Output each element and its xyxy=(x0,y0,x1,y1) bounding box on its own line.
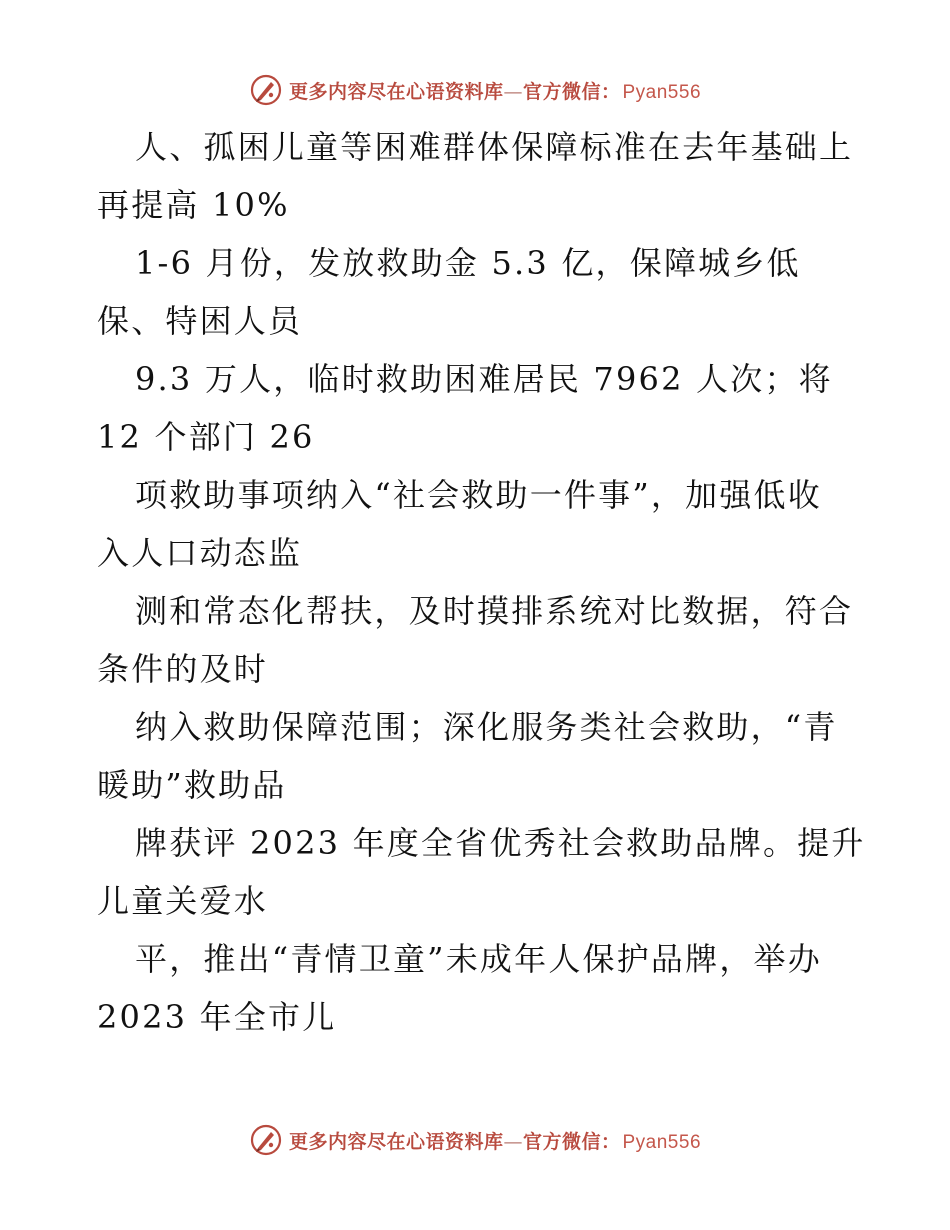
watermark-wechat-label: 官方微信： xyxy=(522,1130,621,1153)
header-watermark xyxy=(0,72,950,108)
watermark-wechat-id: Pyan556 xyxy=(622,1131,702,1153)
watermark-wechat-id: Pyan556 xyxy=(622,81,702,103)
watermark-site-text: 更多内容尽在心语资料库 xyxy=(288,80,504,103)
watermark-separator: — xyxy=(503,80,523,103)
text-line: 纳入救助保障范围；深化服务类社会救助，“青 xyxy=(135,708,838,746)
text-line: 条件的及时 xyxy=(97,650,269,688)
quill-logo-icon xyxy=(249,1123,283,1157)
footer-watermark xyxy=(0,1122,950,1158)
body-text xyxy=(97,118,866,1046)
text-line: 保、特困人员 xyxy=(97,302,303,340)
watermark-site-text: 更多内容尽在心语资料库 xyxy=(288,1130,504,1153)
watermark-wechat-label: 官方微信： xyxy=(522,80,621,103)
text-line: 9.3 万人，临时救助困难居民 7962 人次；将 xyxy=(135,360,833,398)
text-line: 平，推出“青情卫童”未成年人保护品牌，举办 xyxy=(135,940,822,978)
text-line: 儿童关爱水 xyxy=(97,882,269,920)
watermark-separator: — xyxy=(503,1130,523,1153)
text-line: 人、孤困儿童等困难群体保障标准在去年基础上 xyxy=(135,128,854,166)
text-line: 再提高 10% xyxy=(97,186,290,224)
text-line: 12 个部门 26 xyxy=(97,418,315,456)
text-line: 暖助”救助品 xyxy=(97,766,287,804)
text-line: 入人口动态监 xyxy=(97,534,303,572)
text-line: 测和常态化帮扶，及时摸排系统对比数据，符合 xyxy=(135,592,854,630)
text-line: 项救助事项纳入“社会救助一件事”，加强低收 xyxy=(135,476,822,514)
text-line: 2023 年全市儿 xyxy=(97,998,337,1036)
text-line: 牌获评 2023 年度全省优秀社会救助品牌。提升 xyxy=(135,824,866,862)
quill-logo-icon xyxy=(249,73,283,107)
text-line: 1-6 月份，发放救助金 5.3 亿，保障城乡低 xyxy=(135,244,801,282)
